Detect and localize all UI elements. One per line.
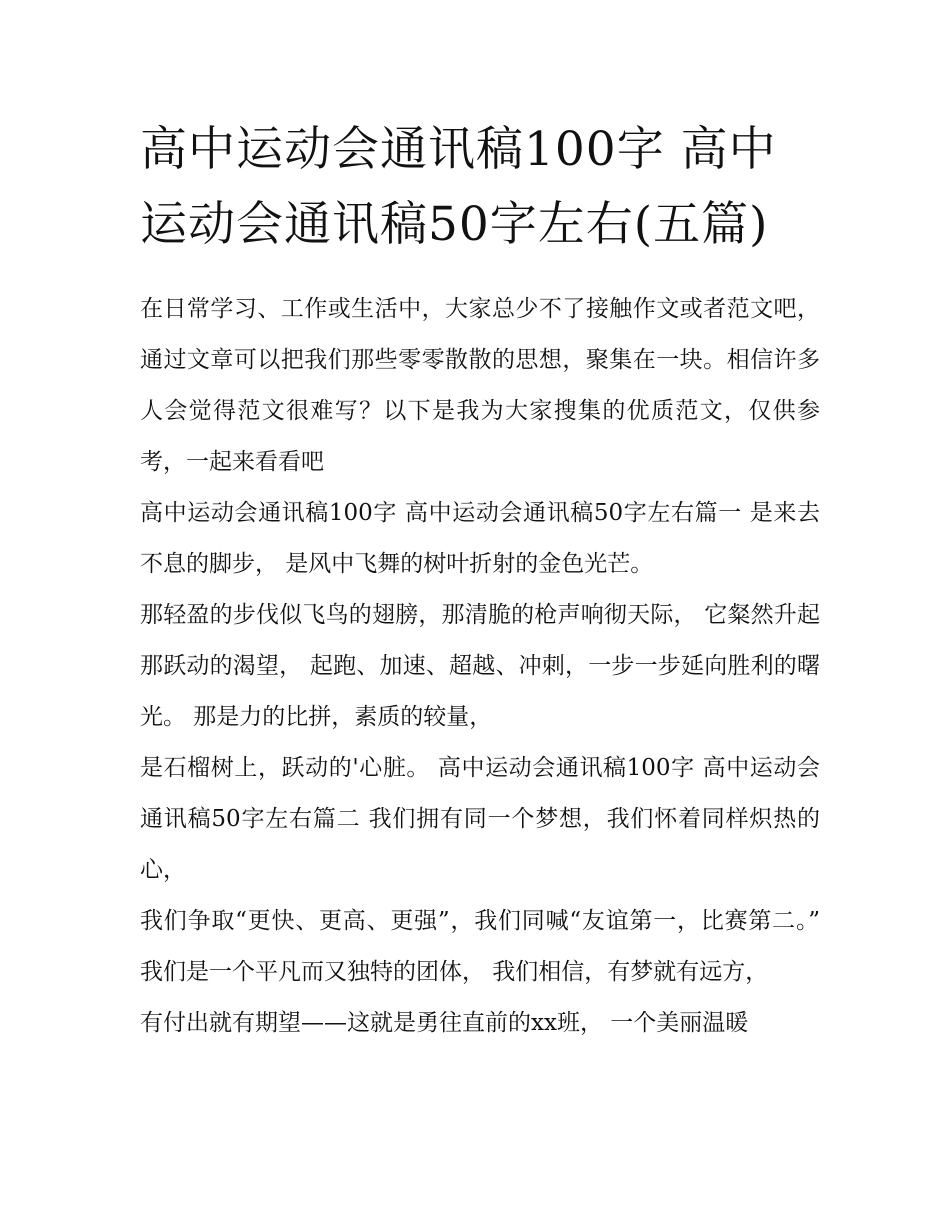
body-paragraph-1: 高中运动会通讯稿100字 高中运动会通讯稿50字左右篇一 是来去不息的脚步， 是风中飞舞的树叶折射的金色光芒。 — [140, 500, 820, 577]
intro-paragraph: 在日常学习、工作或生活中，大家总少不了接触作文或者范文吧，通过文章可以把我们那些零零散散的思想，聚集在一块。相信许多人会觉得范文很难写？以下是我为大家搜集的优质范文，仅供参考，一起来看看吧 — [140, 296, 820, 475]
body-paragraph-3: 是石榴树上，跃动的'心脏。 高中运动会通讯稿100字 高中运动会通讯稿50字左右篇二 我们拥有同一个梦想，我们怀着同样炽热的心， — [140, 755, 820, 883]
document-page — [140, 112, 820, 1049]
body-paragraph-4: 我们争取“更快、更高、更强”，我们同喊“友谊第一，比赛第二。” 我们是一个平凡而又独特的团体， 我们相信，有梦就有远方， — [140, 908, 820, 985]
document-title: 高中运动会通讯稿100字 高中运动会通讯稿50字左右(五篇) — [140, 122, 777, 252]
body-paragraph-2: 那轻盈的步伐似飞鸟的翅膀，那清脆的枪声响彻天际， 它粲然升起那跃动的渴望， 起跑、加速、超越、冲刺，一步一步延向胜利的曙光。 那是力的比拼，素质的较量， — [140, 602, 820, 730]
body-paragraph-5: 有付出就有期望——这就是勇往直前的xx班， 一个美丽温暖 — [140, 1010, 749, 1036]
